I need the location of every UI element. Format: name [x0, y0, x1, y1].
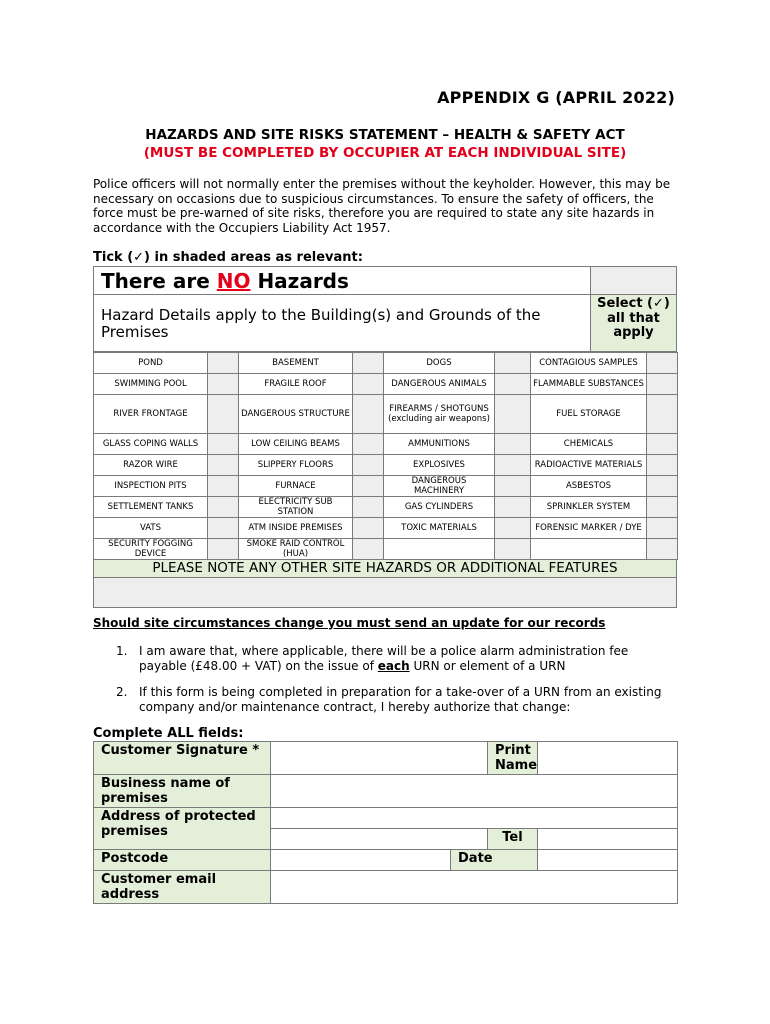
other-hazards-heading: PLEASE NOTE ANY OTHER SITE HAZARDS OR ADDITIONAL FEATURES [93, 560, 677, 578]
hazard-tick-box[interactable] [495, 374, 531, 395]
hazard-label: DANGEROUS STRUCTURE [239, 395, 353, 434]
hazard-tick-box[interactable] [208, 395, 239, 434]
hazard-tick-box[interactable] [647, 395, 678, 434]
hazard-label: TOXIC MATERIALS [384, 518, 495, 539]
no-hazards-suffix: Hazards [250, 269, 349, 293]
other-hazards-input[interactable] [93, 578, 677, 608]
declaration-text [139, 644, 676, 674]
customer-email-label: Customer email address [94, 871, 271, 904]
hazard-tick-box[interactable] [495, 476, 531, 497]
hazard-label: ATM INSIDE PREMISES [239, 518, 353, 539]
hazard-label: DANGEROUS MACHINERY [384, 476, 495, 497]
hazard-tick-box[interactable] [647, 455, 678, 476]
declaration-item [116, 685, 676, 715]
update-heading: Should site circumstances change you must send an update for our records [93, 616, 606, 630]
hazard-label: FRAGILE ROOF [239, 374, 353, 395]
hazard-section [93, 266, 677, 608]
declaration-text-part: URN or element of a URN [409, 659, 566, 673]
hazard-row [94, 434, 678, 455]
address-field-line-2[interactable] [271, 829, 488, 850]
business-name-label: Business name of premises [94, 775, 271, 808]
postcode-label: Postcode [94, 850, 271, 871]
no-hazards-label [94, 267, 591, 294]
hazard-label: DANGEROUS ANIMALS [384, 374, 495, 395]
hazard-tick-box[interactable] [208, 539, 239, 560]
hazard-details-label: Hazard Details apply to the Building(s) and Grounds of the Premises [94, 295, 591, 351]
hazard-row [94, 497, 678, 518]
hazard-tick-box[interactable] [208, 455, 239, 476]
customer-signature-label: Customer Signature * [94, 742, 271, 775]
hazard-tick-box[interactable] [495, 395, 531, 434]
hazard-tick-box[interactable] [647, 539, 678, 560]
hazard-label: RAZOR WIRE [94, 455, 208, 476]
hazard-tick-box[interactable] [353, 395, 384, 434]
hazard-tick-box[interactable] [495, 518, 531, 539]
form-title: HAZARDS AND SITE RISKS STATEMENT – HEALTH & SAFETY ACT [145, 127, 625, 143]
hazard-label: SECURITY FOGGING DEVICE [94, 539, 208, 560]
hazard-label: FUEL STORAGE [531, 395, 647, 434]
hazard-label: GLASS COPING WALLS [94, 434, 208, 455]
hazard-row [94, 374, 678, 395]
no-hazards-checkbox[interactable] [591, 267, 676, 294]
hazard-label: SWIMMING POOL [94, 374, 208, 395]
postcode-field[interactable] [271, 850, 451, 871]
hazard-row [94, 353, 678, 374]
business-name-field[interactable] [271, 775, 678, 808]
hazard-label: SMOKE RAID CONTROL (HUA) [239, 539, 353, 560]
hazard-tick-box[interactable] [495, 353, 531, 374]
hazard-tick-box[interactable] [353, 455, 384, 476]
declaration-text-part: If this form is being completed in preparation for a take-over of a URN from an existing company and/or maintenance contract, I hereby authorize that change: [139, 685, 662, 714]
hazard-tick-box[interactable] [353, 374, 384, 395]
hazard-tick-box[interactable] [353, 476, 384, 497]
hazard-tick-box[interactable] [353, 518, 384, 539]
hazard-tick-box[interactable] [495, 434, 531, 455]
hazard-tick-box[interactable] [208, 434, 239, 455]
hazard-label: ELECTRICITY SUB STATION [239, 497, 353, 518]
declaration-number: 2. [116, 685, 128, 699]
hazard-tick-box[interactable] [647, 497, 678, 518]
print-name-field[interactable] [538, 742, 678, 775]
hazard-row [94, 539, 678, 560]
hazard-label [384, 539, 495, 560]
tel-label: Tel [488, 829, 538, 850]
date-label: Date [451, 850, 538, 871]
hazard-label: POND [94, 353, 208, 374]
hazard-label: EXPLOSIVES [384, 455, 495, 476]
hazard-label: FIREARMS / SHOTGUNS (excluding air weapons) [384, 395, 495, 434]
complete-all-label: Complete ALL fields: [93, 726, 244, 741]
hazard-tick-box[interactable] [647, 374, 678, 395]
hazard-label: FURNACE [239, 476, 353, 497]
hazard-label [531, 539, 647, 560]
hazard-label: CONTAGIOUS SAMPLES [531, 353, 647, 374]
hazard-label: RADIOACTIVE MATERIALS [531, 455, 647, 476]
hazard-label: RIVER FRONTAGE [94, 395, 208, 434]
intro-paragraph: Police officers will not normally enter the premises without the keyholder. However, this may be necessary on occasions due to suspicious circumstances. To ensure the safety of officers, the force must be pre-warned of site risks, therefore you are required to state any site hazards in accordance with the Occupiers Liability Act 1957. [93, 177, 671, 235]
no-hazards-row [93, 266, 677, 295]
hazard-tick-box[interactable] [208, 476, 239, 497]
print-name-label: Print Name [488, 742, 538, 775]
declaration-list [116, 644, 676, 726]
customer-signature-field[interactable] [271, 742, 488, 775]
hazard-tick-box[interactable] [495, 497, 531, 518]
declaration-number: 1. [116, 644, 128, 658]
hazard-tick-box[interactable] [647, 434, 678, 455]
hazard-tick-box[interactable] [208, 353, 239, 374]
declaration-text [139, 685, 676, 715]
hazard-tick-box[interactable] [208, 374, 239, 395]
hazard-label: CHEMICALS [531, 434, 647, 455]
hazard-tick-box[interactable] [353, 434, 384, 455]
hazard-tick-box[interactable] [353, 497, 384, 518]
hazard-label: FORENSIC MARKER / DYE [531, 518, 647, 539]
declaration-emphasis: each [377, 659, 410, 673]
date-field[interactable] [538, 850, 678, 871]
form-subtitle: (MUST BE COMPLETED BY OCCUPIER AT EACH INDIVIDUAL SITE) [143, 145, 627, 161]
select-all-label: Select (✓) all that apply [591, 295, 676, 351]
address-field[interactable] [271, 808, 678, 829]
hazard-tick-box[interactable] [647, 476, 678, 497]
hazard-label: LOW CEILING BEAMS [239, 434, 353, 455]
hazard-tick-box[interactable] [495, 539, 531, 560]
customer-details-table [93, 741, 678, 904]
hazard-label: FLAMMABLE SUBSTANCES [531, 374, 647, 395]
hazard-tick-box[interactable] [495, 455, 531, 476]
hazard-label: SLIPPERY FLOORS [239, 455, 353, 476]
hazard-label: AMMUNITIONS [384, 434, 495, 455]
hazard-tick-box[interactable] [647, 353, 678, 374]
hazard-tick-box[interactable] [353, 353, 384, 374]
no-hazards-word: NO [216, 269, 251, 293]
tick-instruction: Tick (✓) in shaded areas as relevant: [93, 250, 363, 265]
hazard-grid [93, 352, 678, 560]
no-hazards-prefix: There are [101, 269, 217, 293]
declaration-text-part: I am aware that, where applicable, there will be a police alarm administration fee payable (£48.00 + VAT) on the issue of [139, 644, 629, 673]
hazard-label: SETTLEMENT TANKS [94, 497, 208, 518]
declaration-item [116, 644, 676, 674]
hazard-tick-box[interactable] [208, 518, 239, 539]
hazard-tick-box[interactable] [208, 497, 239, 518]
hazard-label: BASEMENT [239, 353, 353, 374]
hazard-label: SPRINKLER SYSTEM [531, 497, 647, 518]
tel-field[interactable] [538, 829, 678, 850]
hazard-row [94, 476, 678, 497]
hazard-label: GAS CYLINDERS [384, 497, 495, 518]
hazard-label: ASBESTOS [531, 476, 647, 497]
address-label: Address of protected premises [94, 808, 271, 850]
hazard-details-row [93, 295, 677, 352]
hazard-label: INSPECTION PITS [94, 476, 208, 497]
customer-email-field[interactable] [271, 871, 678, 904]
hazard-tick-box[interactable] [353, 539, 384, 560]
hazard-row [94, 455, 678, 476]
appendix-label: APPENDIX G (APRIL 2022) [437, 88, 675, 107]
hazard-label: VATS [94, 518, 208, 539]
hazard-tick-box[interactable] [647, 518, 678, 539]
hazard-label: DOGS [384, 353, 495, 374]
hazard-row [94, 395, 678, 434]
hazard-row [94, 518, 678, 539]
